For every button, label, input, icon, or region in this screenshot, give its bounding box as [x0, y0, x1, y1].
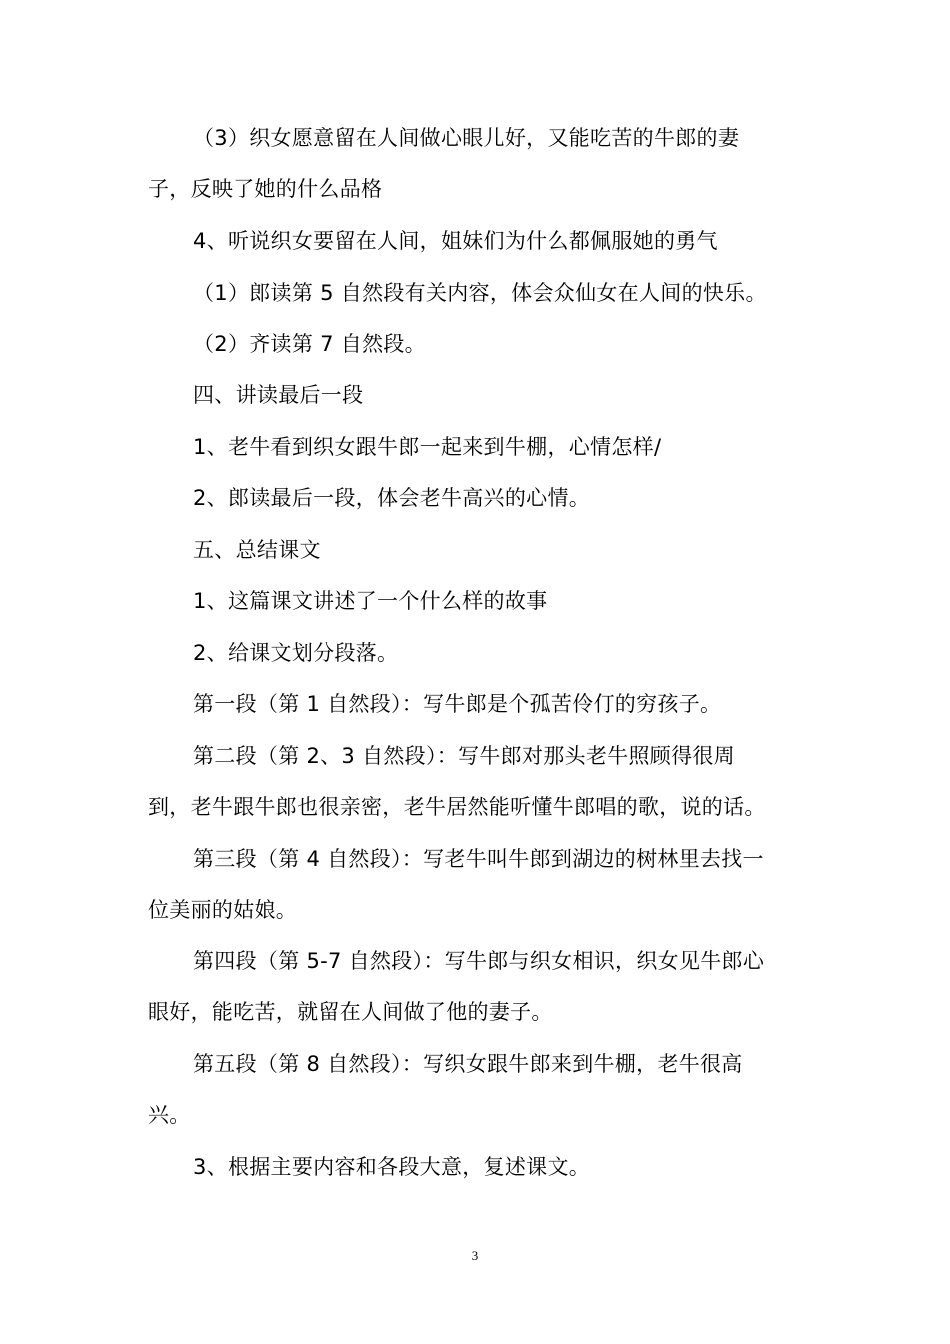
paragraph-line: 位美丽的姑娘。 [148, 898, 298, 922]
paragraph-line: 第五段（第 8 自然段）：写织女跟牛郎来到牛棚，老牛很高 [193, 1052, 743, 1076]
paragraph-line: 子，反映了她的什么品格 [148, 177, 383, 201]
section-heading: 四、讲读最后一段 [193, 383, 364, 407]
paragraph-line: 第二段（第 2、3 自然段）：写牛郎对那头老牛照顾得很周 [193, 744, 735, 768]
paragraph-line: 4、听说织女要留在人间，姐妹们为什么都佩服她的勇气 [193, 229, 718, 253]
paragraph-line: 兴。 [148, 1103, 191, 1127]
paragraph-line: （2）齐读第 7 自然段。 [193, 332, 426, 356]
paragraph-line: 2、给课文划分段落。 [193, 641, 399, 665]
paragraph-line: 到，老牛跟牛郎也很亲密，老牛居然能听懂牛郎唱的歌，说的话。 [148, 795, 766, 819]
paragraph-line: （3）织女愿意留在人间做心眼儿好，又能吃苦的牛郎的妻 [193, 126, 740, 150]
paragraph-line: 3、根据主要内容和各段大意，复述课文。 [193, 1155, 591, 1179]
paragraph-line: 第一段（第 1 自然段）：写牛郎是个孤苦伶仃的穷孩子。 [193, 692, 722, 716]
paragraph-line: （1）郎读第 5 自然段有关内容，体会众仙女在人间的快乐。 [193, 281, 767, 305]
paragraph-line: 第三段（第 4 自然段）：写老牛叫牛郎到湖边的树林里去找一 [193, 847, 764, 871]
page-number: 3 [471, 1248, 479, 1263]
paragraph-line: 2、郎读最后一段，体会老牛高兴的心情。 [193, 486, 591, 510]
paragraph-line: 第四段（第 5-7 自然段）：写牛郎与织女相识，织女见牛郎心 [193, 949, 765, 973]
paragraph-line: 1、这篇课文讲述了一个什么样的故事 [193, 589, 548, 613]
section-heading: 五、总结课文 [193, 538, 321, 562]
paragraph-line: 眼好，能吃苦，就留在人间做了他的妻子。 [148, 1000, 553, 1024]
paragraph-line: 1、老牛看到织女跟牛郎一起来到牛棚，心情怎样/ [193, 435, 662, 459]
